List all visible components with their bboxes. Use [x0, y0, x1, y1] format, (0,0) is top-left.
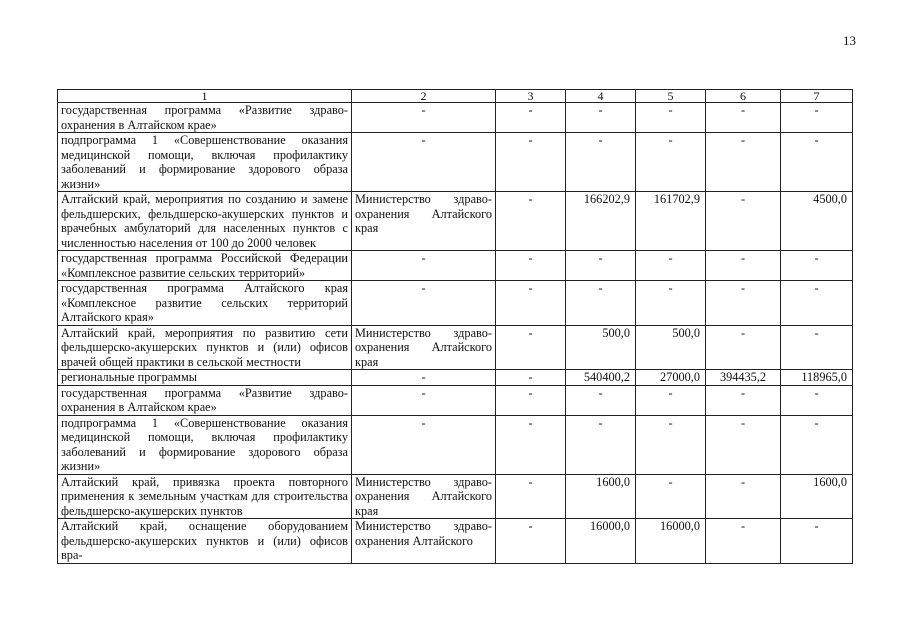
table-cell-c5: 16000,0	[636, 519, 706, 564]
table-cell-c6: -	[706, 103, 781, 133]
table-cell-c2: -	[352, 103, 496, 133]
table-cell-c1: подпрограмма 1 «Совершенствование оказания медицинской помощи, включая профилактику заболеваний и формирование здорового образа жизни»	[58, 133, 352, 192]
table-cell-c4: -	[566, 251, 636, 281]
budget-table	[57, 89, 853, 564]
table-cell-c5: -	[636, 474, 706, 519]
table-cell-c3: -	[496, 519, 566, 564]
column-header: 1	[58, 90, 352, 103]
table-cell-c2: Министерство здраво-охранения Алтайского края	[352, 192, 496, 251]
table-cell-c7: -	[781, 281, 853, 326]
table-cell-c6: 394435,2	[706, 370, 781, 386]
table-cell-c3: -	[496, 385, 566, 415]
table-cell-c1: Алтайский край, мероприятия по развитию сети фельдшерско-акушерских пунктов и (или) офисов врачей общей практики в сельской местности	[58, 325, 352, 370]
table-cell-c4: -	[566, 281, 636, 326]
table-cell-c3: -	[496, 251, 566, 281]
table-cell-c3: -	[496, 103, 566, 133]
table-header-row	[58, 90, 853, 103]
table-cell-c6: -	[706, 325, 781, 370]
table-cell-c4: -	[566, 385, 636, 415]
table-cell-c4: 166202,9	[566, 192, 636, 251]
table-cell-c3: -	[496, 133, 566, 192]
table-cell-c4: -	[566, 415, 636, 474]
table-row	[58, 192, 853, 251]
table-cell-c1: подпрограмма 1 «Совершенствование оказания медицинской помощи, включая профилактику заболеваний и формирование здорового образа жизни»	[58, 415, 352, 474]
column-header: 7	[781, 90, 853, 103]
table-row	[58, 281, 853, 326]
table-cell-c6: -	[706, 281, 781, 326]
table-cell-c2: -	[352, 251, 496, 281]
table-cell-c1: государственная программа Алтайского края «Комплексное развитие сельских территорий Алтайского края»	[58, 281, 352, 326]
table-row	[58, 415, 853, 474]
table-cell-c7: -	[781, 251, 853, 281]
table-cell-c5: 500,0	[636, 325, 706, 370]
table-cell-c6: -	[706, 385, 781, 415]
table-cell-c1: Алтайский край, оснащение оборудованием фельдшерско-акушерских пунктов и (или) офисов вра-	[58, 519, 352, 564]
table-row	[58, 325, 853, 370]
table-cell-c1: государственная программа «Развитие здраво-охранения в Алтайском крае»	[58, 103, 352, 133]
table-cell-c1: Алтайский край, привязка проекта повторного применения к земельным участкам для строительства фельдшерско-акушерских пунктов	[58, 474, 352, 519]
table-cell-c7: 1600,0	[781, 474, 853, 519]
page-number: 13	[843, 33, 856, 48]
table-cell-c3: -	[496, 415, 566, 474]
table-cell-c3: -	[496, 281, 566, 326]
column-header: 6	[706, 90, 781, 103]
column-header: 5	[636, 90, 706, 103]
table-cell-c4: 500,0	[566, 325, 636, 370]
table-cell-c7: -	[781, 519, 853, 564]
table-cell-c6: -	[706, 474, 781, 519]
table-cell-c4: -	[566, 133, 636, 192]
table-cell-c3: -	[496, 325, 566, 370]
table-cell-c5: 161702,9	[636, 192, 706, 251]
table-cell-c7: -	[781, 415, 853, 474]
column-header: 3	[496, 90, 566, 103]
column-header: 2	[352, 90, 496, 103]
table-cell-c4: 16000,0	[566, 519, 636, 564]
table-cell-c4: 1600,0	[566, 474, 636, 519]
table-row	[58, 251, 853, 281]
table-cell-c5: -	[636, 281, 706, 326]
table-cell-c7: -	[781, 385, 853, 415]
table-cell-c4: 540400,2	[566, 370, 636, 386]
table-cell-c7: 118965,0	[781, 370, 853, 386]
table-cell-c1: региональные программы	[58, 370, 352, 386]
table-cell-c6: -	[706, 251, 781, 281]
table-cell-c5: -	[636, 133, 706, 192]
table-cell-c7: -	[781, 325, 853, 370]
table-cell-c3: -	[496, 474, 566, 519]
table-cell-c2: -	[352, 415, 496, 474]
table-cell-c2: Министерство здраво-охранения Алтайского края	[352, 474, 496, 519]
table-row	[58, 385, 853, 415]
table-cell-c5: -	[636, 385, 706, 415]
table-row	[58, 519, 853, 564]
table-cell-c3: -	[496, 370, 566, 386]
table-cell-c1: Алтайский край, мероприятия по созданию и замене фельдшерских, фельдшерско-акушерских пунктов и врачебных амбулаторий для населенных пунктов с численностью населения от 100 до 2000 человек	[58, 192, 352, 251]
table-cell-c1: государственная программа Российской Федерации «Комплексное развитие сельских территорий»	[58, 251, 352, 281]
table-cell-c4: -	[566, 103, 636, 133]
column-header: 4	[566, 90, 636, 103]
table-row	[58, 103, 853, 133]
table-cell-c6: -	[706, 133, 781, 192]
table-row	[58, 370, 853, 386]
table-cell-c6: -	[706, 519, 781, 564]
table-row	[58, 133, 853, 192]
table-cell-c2: -	[352, 133, 496, 192]
table-cell-c6: -	[706, 415, 781, 474]
table-cell-c5: -	[636, 415, 706, 474]
table-cell-c5: -	[636, 103, 706, 133]
table-cell-c5: 27000,0	[636, 370, 706, 386]
table-cell-c2: -	[352, 385, 496, 415]
table-cell-c2: Министерство здраво-охранения Алтайского края	[352, 325, 496, 370]
table-cell-c1: государственная программа «Развитие здраво-охранения в Алтайском крае»	[58, 385, 352, 415]
table-cell-c7: 4500,0	[781, 192, 853, 251]
table-cell-c6: -	[706, 192, 781, 251]
table-row	[58, 474, 853, 519]
table-cell-c7: -	[781, 103, 853, 133]
table-cell-c7: -	[781, 133, 853, 192]
table-cell-c3: -	[496, 192, 566, 251]
table-cell-c2: -	[352, 370, 496, 386]
table-cell-c2: -	[352, 281, 496, 326]
table-cell-c2: Министерство здраво-охранения Алтайского	[352, 519, 496, 564]
table-cell-c5: -	[636, 251, 706, 281]
